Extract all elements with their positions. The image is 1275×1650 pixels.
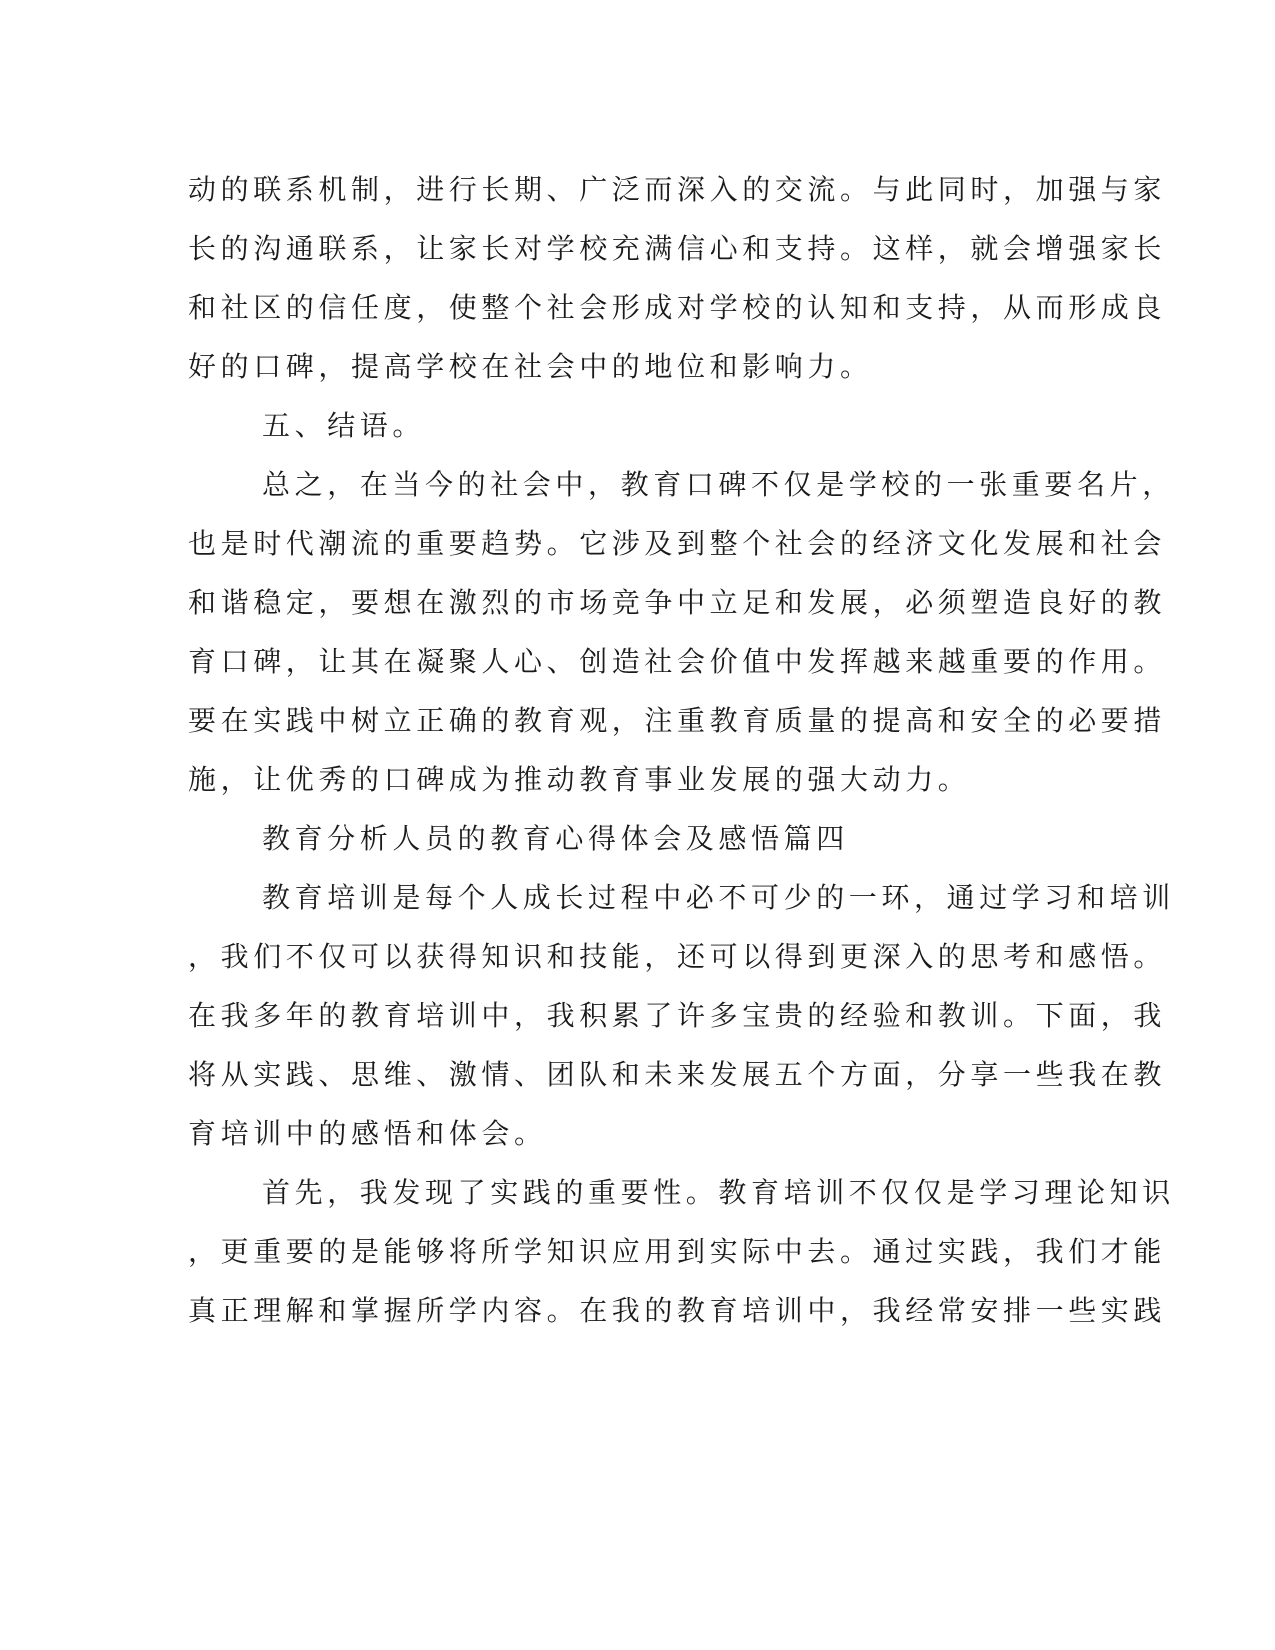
text-line: 好的口碑，提高学校在社会中的地位和影响力。 xyxy=(188,350,873,383)
text-line: 育培训中的感悟和体会。 xyxy=(188,1117,547,1150)
text-line: 教育培训是每个人成长过程中必不可少的一环，通过学习和培训 xyxy=(262,881,1175,914)
text-line: 首先，我发现了实践的重要性。教育培训不仅仅是学习理论知识 xyxy=(262,1176,1175,1209)
text-line: 真正理解和掌握所学内容。在我的教育培训中，我经常安排一些实践 xyxy=(188,1294,1167,1327)
text-line: 长的沟通联系，让家长对学校充满信心和支持。这样，就会增强家长 xyxy=(188,232,1167,265)
text-line: 总之，在当今的社会中，教育口碑不仅是学校的一张重要名片， xyxy=(262,468,1175,501)
text-line: 在我多年的教育培训中，我积累了许多宝贵的经验和教训。下面，我 xyxy=(188,999,1167,1032)
text-line: 也是时代潮流的重要趋势。它涉及到整个社会的经济文化发展和社会 xyxy=(188,527,1167,560)
text-line: 要在实践中树立正确的教育观，注重教育质量的提高和安全的必要措 xyxy=(188,704,1167,737)
text-line: 将从实践、思维、激情、团队和未来发展五个方面，分享一些我在教 xyxy=(188,1058,1167,1091)
text-line: ，更重要的是能够将所学知识应用到实际中去。通过实践，我们才能 xyxy=(188,1235,1167,1268)
text-line: 和谐稳定，要想在激烈的市场竞争中立足和发展，必须塑造良好的教 xyxy=(188,586,1167,619)
text-line: 育口碑，让其在凝聚人心、创造社会价值中发挥越来越重要的作用。 xyxy=(188,645,1167,678)
article-title: 教育分析人员的教育心得体会及感悟篇四 xyxy=(262,822,849,855)
text-line: 和社区的信任度，使整个社会形成对学校的认知和支持，从而形成良 xyxy=(188,291,1167,324)
section-heading: 五、结语。 xyxy=(262,409,426,442)
text-line: 施，让优秀的口碑成为推动教育事业发展的强大动力。 xyxy=(188,763,971,796)
body-text xyxy=(188,160,1175,1340)
text-line: ，我们不仅可以获得知识和技能，还可以得到更深入的思考和感悟。 xyxy=(188,940,1167,973)
text-line: 动的联系机制，进行长期、广泛而深入的交流。与此同时，加强与家 xyxy=(188,173,1167,206)
